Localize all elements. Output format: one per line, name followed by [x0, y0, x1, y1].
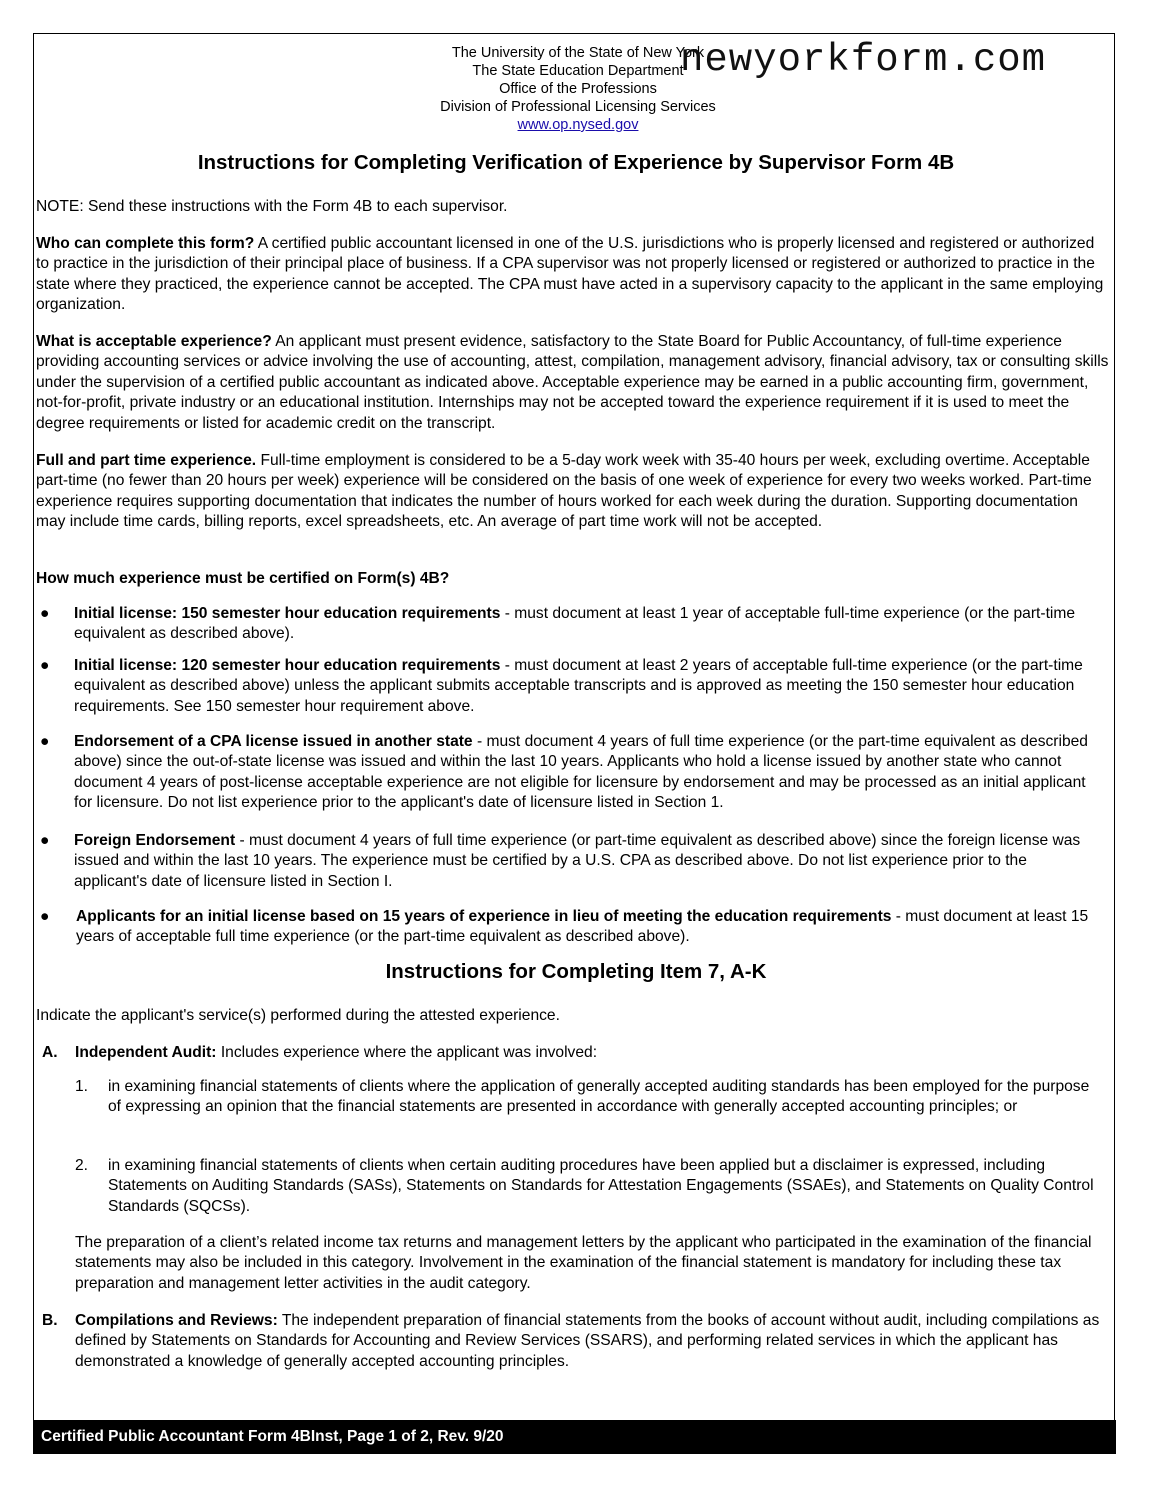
what-paragraph [36, 332, 1110, 434]
item7-title: Instructions for Completing Item 7, A-K [385, 960, 767, 983]
bullet-heading: Endorsement of a CPA license issued in another state [74, 733, 473, 750]
item-a-paragraph: The preparation of a client’s related income tax returns and management letters by the applicant who participated in the examination of the financial statements may also be included in this category. Involvement in the examination of the financial statement is mandatory for including these tax preparation and management letter activities in the audit category. [75, 1234, 1092, 1292]
bullet-text: - must document at least 2 years of acceptable full-time experience (or the part-time equivalent as described above) unless the applicant submits acceptable transcripts and is approved as meeting the 150 semester hour education requirements. See 150 semester hour requirement above. [74, 657, 1083, 715]
bullet-dot: ● [40, 908, 50, 925]
page-title: Instructions for Completing Verification of Experience by Supervisor Form 4B [197, 151, 955, 174]
sub-text: in examining financial statements of clients when certain auditing procedures have been applied but a disclaimer is expressed, including Statements on Auditing Standards (SASs), Statements on Standards for Attestation Engagements (SSAEs), and Statements on Quality Control Standards (SQCSs). [108, 1157, 1094, 1215]
bullet-text: - must document 4 years of full time experience (or the part-time equivalent as described above) since the out-of-state license was issued and within the last 10 years. Applicants who hold a license issued by another state who cannot document 4 years of post-license acceptable experience are not eligible for licensure by endorsement and may be processed as an initial applicant for licensure. Do not list experience prior to the applicant's date of licensure listed in Section 1. [74, 733, 1088, 812]
full-heading: Full and part time experience. [36, 452, 257, 469]
footer-bar [33, 1420, 1116, 1454]
item-a-heading: Independent Audit: [75, 1044, 217, 1061]
who-paragraph [36, 234, 1110, 316]
how-much-heading: How much experience must be certified on Form(s) 4B? [36, 570, 450, 587]
item-b-heading: Compilations and Reviews: [75, 1312, 278, 1329]
header-line-1: The University of the State of New York [451, 45, 705, 61]
bullet-heading: Initial license: 150 semester hour education requirements [74, 605, 501, 622]
note-text: NOTE: Send these instructions with the Form 4B to each supervisor. [36, 198, 508, 215]
sub-text: in examining financial statements of clients where the application of generally accepted auditing standards has been employed for the purpose of expressing an opinion that the financial statements are presented in accordance with generally accepted accounting principles; or [108, 1078, 1090, 1116]
bullet-dot: ● [40, 605, 50, 622]
what-heading: What is acceptable experience? [36, 333, 272, 350]
bullet-text: - must document at least 15 years of acceptable full time experience (or the part-time equivalent as described above). [76, 908, 1089, 946]
full-text: Full-time employment is considered to be a 5-day work week with 35-40 hours per week, excluding overtime. Acceptable part-time (no fewer than 20 hours per week) experience will be considered on the basis of one week of experience for every two weeks worked. Part-time experience requires supporting documentation that indicates the number of hours worked for each week during the duration. Supporting documentation may include time cards, billing reports, excel spreadsheets, etc. An average of part time work will not be accepted. [36, 452, 1092, 531]
bullet-dot: ● [40, 733, 50, 750]
item-a-mark: A. [42, 1044, 58, 1061]
item-a-text: Includes experience where the applicant was involved: [216, 1044, 598, 1061]
bullet-heading: Initial license: 120 semester hour education requirements [74, 657, 501, 674]
who-text: A certified public accountant licensed in one of the U.S. jurisdictions who is properly licensed and registered or authorized to practice in the jurisdiction of their principal place of business. If a CPA supervisor was not properly licensed or registered or authorized to practice in the state where they practiced, the experience cannot be accepted. The CPA must have acted in a supervisory capacity to the applicant in the same employing organization. [36, 235, 1104, 314]
header-line-3: Office of the Professions [499, 81, 657, 97]
bullet-dot: ● [40, 657, 50, 674]
website-link[interactable]: www.op.nysed.gov [517, 117, 639, 133]
bullet-dot: ● [40, 832, 50, 849]
bullet-heading: Foreign Endorsement [74, 832, 236, 849]
footer-text: Certified Public Accountant Form 4BInst, Page 1 of 2, Rev. 9/20 [41, 1428, 504, 1445]
bullet-text: - must document 4 years of full time experience (or part-time equivalent as described above) since the foreign license was issued and within the last 10 years. The experience must be certified by a U.S. CPA as described above. Do not list experience prior to the applicant's date of licensure listed in Section I. [74, 832, 1081, 890]
bullet-text: - must document at least 1 year of acceptable full-time experience (or the part-time equivalent as described above). [74, 605, 1076, 643]
header-line-4: Division of Professional Licensing Services [440, 99, 716, 115]
full-part-paragraph [36, 451, 1110, 533]
sub-mark: 1. [75, 1078, 89, 1095]
item-b-text: The independent preparation of financial statements from the books of account without audit, including compilations as defined by Statements on Standards for Accounting and Review Services (SSARS), and performing related services in which the applicant has demonstrated a knowledge of generally accepted accounting principles. [75, 1312, 1100, 1370]
sub-mark: 2. [75, 1157, 89, 1174]
item-b-mark: B. [42, 1312, 58, 1329]
header-line-2: The State Education Department [472, 63, 684, 79]
what-text: An applicant must present evidence, satisfactory to the State Board for Public Accountancy, of full-time experience providing accounting services or advice involving the use of accounting, attest, compilation, management advisory, financial advisory, tax or consulting skills under the supervision of a certified public accountant as indicated above. Acceptable experience may be earned in a public accounting firm, government, not-for-profit, private industry or an educational institution. Internships may not be accepted toward the experience requirement if it is used to meet the degree requirements or listed for academic credit on the transcript. [36, 333, 1109, 432]
watermark: newyorkform.com [680, 38, 1047, 82]
bullet-heading: Applicants for an initial license based on 15 years of experience in lieu of meeting the education requirements [76, 908, 892, 925]
indicate-text: Indicate the applicant's service(s) performed during the attested experience. [36, 1007, 560, 1024]
who-heading: Who can complete this form? [36, 235, 255, 252]
